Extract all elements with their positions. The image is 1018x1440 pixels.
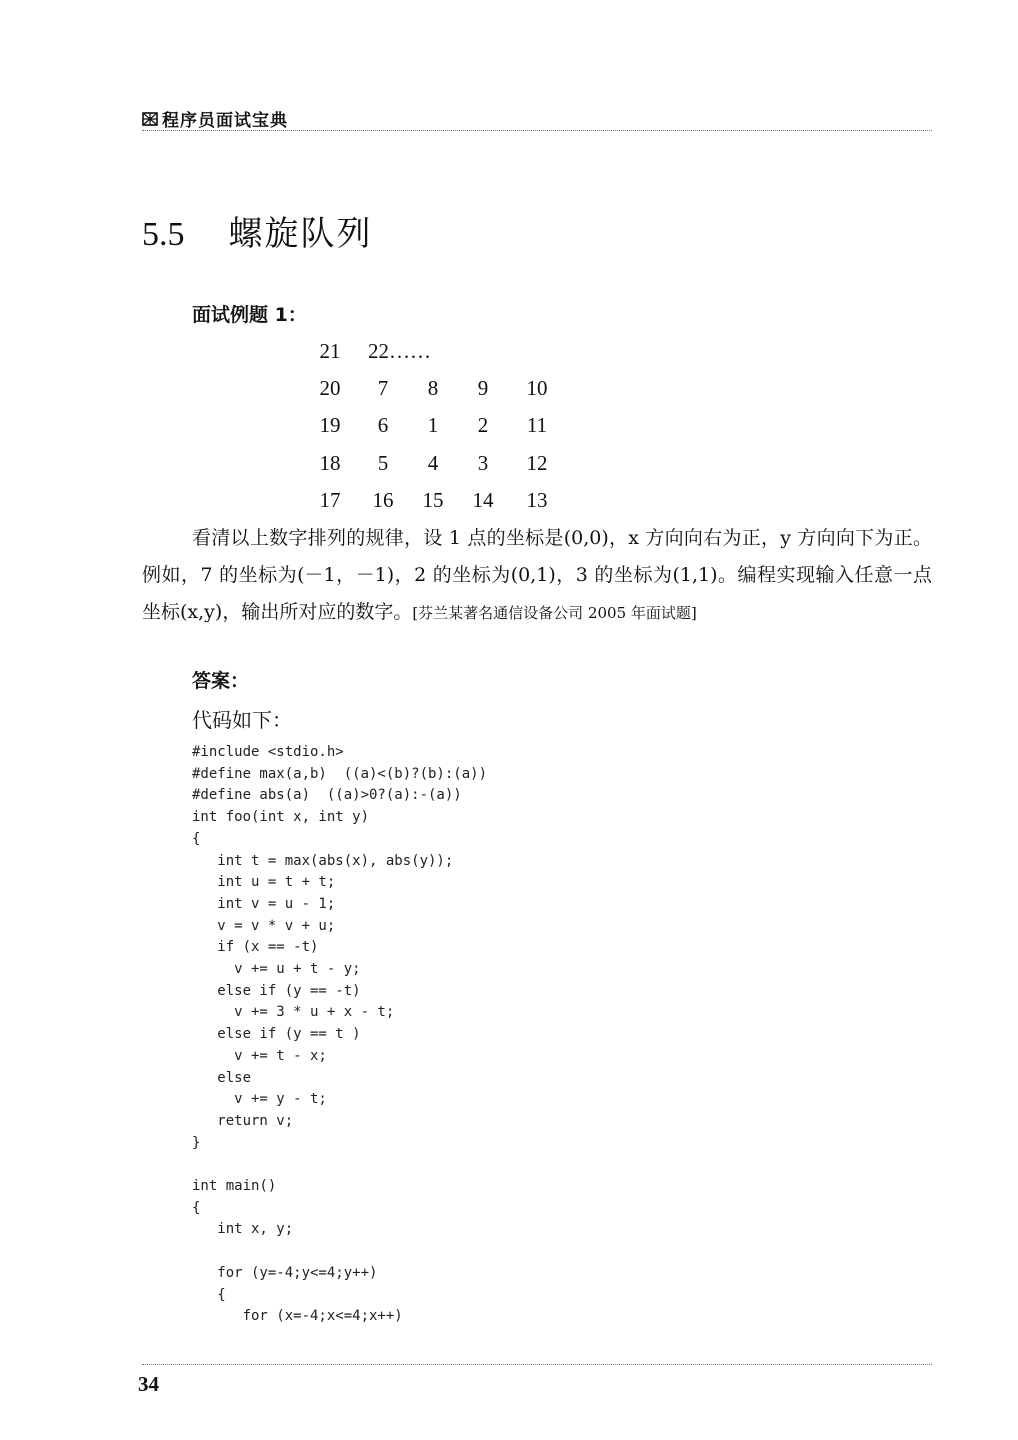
code-line: v += t - x; bbox=[192, 1047, 327, 1064]
matrix-cell: 19 bbox=[319, 413, 341, 438]
example-label: 面试例题 1： bbox=[192, 304, 307, 326]
matrix-row bbox=[300, 445, 568, 482]
matrix-cell: 10 bbox=[526, 376, 548, 401]
matrix-cell: 22…… bbox=[368, 339, 431, 364]
spiral-matrix bbox=[300, 333, 568, 519]
code-line: int x, y; bbox=[192, 1221, 294, 1238]
matrix-cell: 8 bbox=[427, 376, 439, 401]
matrix-cell: 15 bbox=[422, 487, 444, 512]
matrix-cell: 13 bbox=[526, 487, 548, 512]
code-line: v += u + t - y; bbox=[192, 961, 361, 978]
matrix-cell: 16 bbox=[372, 487, 394, 512]
matrix-cell: 9 bbox=[477, 376, 489, 401]
matrix-cell: 18 bbox=[319, 450, 341, 475]
code-line: for (y=-4;y<=4;y++) bbox=[192, 1264, 378, 1281]
code-line: #define max(a,b) ((a)<(b)?(b):(a)) bbox=[192, 765, 488, 782]
matrix-cell: 2 bbox=[477, 413, 489, 438]
answer-label: 答案： bbox=[192, 670, 250, 692]
matrix-cell: 11 bbox=[526, 413, 548, 438]
running-head bbox=[142, 106, 288, 131]
code-line: int main() bbox=[192, 1178, 277, 1195]
matrix-cell: 6 bbox=[377, 413, 389, 438]
section-title: 螺旋队列 bbox=[228, 214, 373, 254]
matrix-cell: 1 bbox=[427, 413, 439, 438]
code-line: int v = u - 1; bbox=[192, 895, 336, 912]
code-line: int foo(int x, int y) bbox=[192, 809, 370, 826]
code-line: v += 3 * u + x - t; bbox=[192, 1004, 395, 1021]
matrix-cell: 3 bbox=[477, 450, 489, 475]
code-line: { bbox=[192, 1199, 201, 1216]
page-number: 34 bbox=[138, 1372, 159, 1396]
description-text: 看清以上数字排列的规律，设 1 点的坐标是(0,0)，x 方向向右为正，y 方向向下为正。例如，7 的坐标为(－1，－1)，2 的坐标为(0,1)，3 的坐标为(1,1)。编程实现输入任意一点坐标(x,y)，输出所对应的数字。 bbox=[142, 527, 932, 623]
code-line: else if (y == -t) bbox=[192, 982, 361, 999]
code-line: v = v * v + u; bbox=[192, 917, 336, 934]
matrix-row bbox=[300, 370, 568, 407]
matrix-cell: 17 bbox=[319, 487, 341, 512]
code-line: return v; bbox=[192, 1112, 294, 1129]
section-number: 5.5 bbox=[142, 216, 185, 253]
code-line: else bbox=[192, 1069, 252, 1086]
code-line: else if (y == t ) bbox=[192, 1026, 361, 1043]
matrix-cell: 5 bbox=[377, 450, 389, 475]
code-line: for (x=-4;x<=4;x++) bbox=[192, 1308, 403, 1325]
code-line: v += y - t; bbox=[192, 1091, 327, 1108]
matrix-row bbox=[300, 333, 568, 370]
code-line: if (x == -t) bbox=[192, 939, 319, 956]
code-line: } bbox=[192, 1134, 201, 1151]
matrix-cell: 20 bbox=[319, 376, 341, 401]
matrix-row bbox=[300, 482, 568, 519]
book-icon bbox=[142, 111, 158, 127]
matrix-cell: 4 bbox=[427, 450, 439, 475]
book-title: 程序员面试宝典 bbox=[162, 111, 288, 131]
problem-description bbox=[142, 520, 932, 632]
code-line: int u = t + t; bbox=[192, 874, 336, 891]
code-line: #define abs(a) ((a)>0?(a):-(a)) bbox=[192, 787, 462, 804]
header-rule bbox=[142, 130, 932, 131]
code-listing bbox=[192, 742, 487, 1328]
matrix-row bbox=[300, 407, 568, 444]
source-note: [芬兰某著名通信设备公司 2005 年面试题] bbox=[412, 604, 697, 622]
matrix-cell: 12 bbox=[526, 450, 548, 475]
footer-rule bbox=[142, 1364, 932, 1365]
code-line: { bbox=[192, 830, 201, 847]
code-line: { bbox=[192, 1286, 226, 1303]
matrix-cell: 14 bbox=[472, 487, 494, 512]
code-line: #include <stdio.h> bbox=[192, 744, 344, 760]
matrix-cell: 7 bbox=[377, 376, 389, 401]
code-intro: 代码如下： bbox=[192, 708, 292, 732]
matrix-cell: 21 bbox=[319, 339, 341, 364]
section-heading bbox=[142, 206, 373, 255]
code-line: int t = max(abs(x), abs(y)); bbox=[192, 852, 454, 869]
